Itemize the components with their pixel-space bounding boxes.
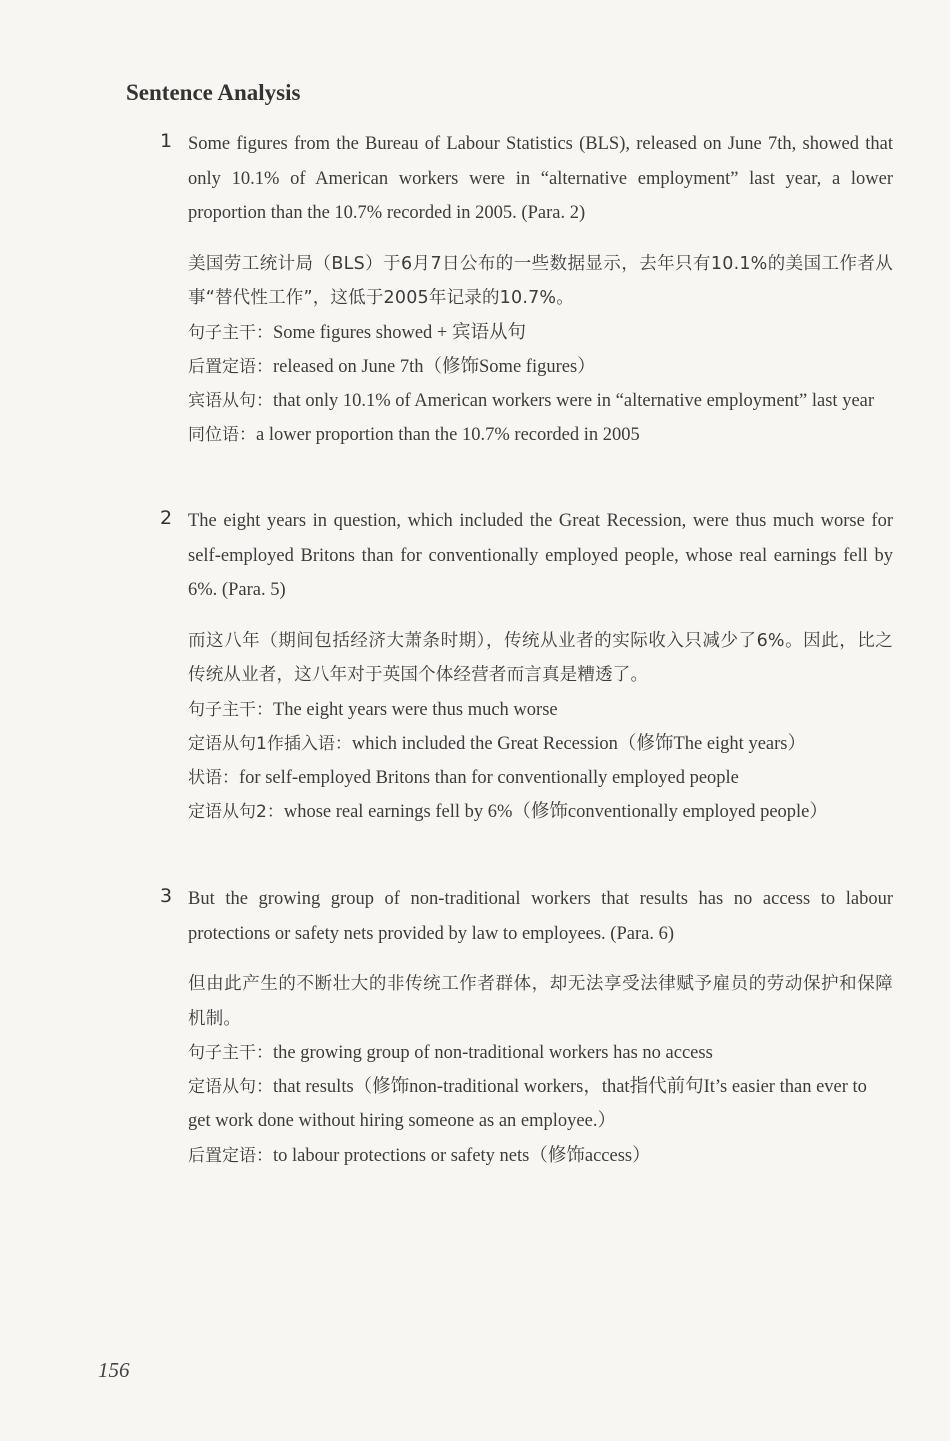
analysis-block [188, 624, 893, 830]
section-heading: Sentence Analysis [126, 80, 301, 105]
note-text: for self-employed Britons than for conventionally employed people [239, 767, 739, 788]
note-text: that only 10.1% of American workers were in “alternative employment” last year [273, 390, 875, 411]
note-label: 定语从句2： [188, 802, 284, 823]
analysis-note [188, 418, 893, 452]
note-label: 后置定语： [188, 1145, 273, 1166]
note-text: released on June 7th（修饰Some figures） [273, 356, 596, 377]
chinese-translation: 美国劳工统计局（BLS）于6月7日公布的一些数据显示，去年只有10.1%的美国工作者从事“替代性工作”，这低于2005年记录的10.7%。 [188, 253, 893, 308]
chinese-translation: 而这八年（期间包括经济大萧条时期），传统从业者的实际收入只减少了6%。因此，比之传统从业者，这八年对于英国个体经营者而言真是糟透了。 [188, 630, 893, 685]
analysis-note [188, 761, 893, 795]
note-label: 同位语： [188, 425, 256, 446]
analysis-note [188, 350, 893, 384]
english-sentence: Some figures from the Bureau of Labour Statistics (BLS), released on June 7th, showed that only 10.1% of American workers were in “alternative employment” last year, a lower proportion than the 10.7% recorded in 2005. (Para. 2) [188, 134, 893, 223]
item-number: 3 [160, 885, 173, 907]
note-text: to labour protections or safety nets（修饰access） [273, 1145, 651, 1166]
analysis-note [188, 727, 893, 761]
note-label: 定语从句： [188, 1077, 273, 1098]
analysis-note [188, 1139, 893, 1173]
note-label: 宾语从句： [188, 390, 273, 411]
analysis-item-3 [160, 882, 900, 1173]
note-text: a lower proportion than the 10.7% recorded in 2005 [256, 425, 640, 446]
note-label: 后置定语： [188, 356, 273, 377]
note-text: the growing group of non-traditional workers has no access [273, 1043, 713, 1063]
note-label: 句子主干： [188, 322, 273, 343]
analysis-note [188, 384, 893, 418]
note-text: The eight years were thus much worse [273, 699, 558, 720]
note-text: which included the Great Recession（修饰The eight years） [351, 733, 806, 754]
note-text: Some figures showed + 宾语从句 [273, 322, 526, 343]
note-text: whose real earnings fell by 6%（修饰conventionally employed people） [283, 802, 828, 823]
english-sentence: But the growing group of non-traditional workers that results has no access to labour protections or safety nets provided by law to employees. (Para. 6) [188, 889, 893, 944]
analysis-note [188, 693, 893, 727]
analysis-note [188, 1070, 893, 1138]
page-number: 156 [98, 1358, 130, 1382]
analysis-block [188, 247, 893, 453]
note-label: 定语从句1作插入语： [188, 733, 352, 754]
analysis-item-2 [160, 504, 900, 829]
analysis-item-1 [160, 127, 900, 452]
chinese-translation: 但由此产生的不断壮大的非传统工作者群体，却无法享受法律赋予雇员的劳动保护和保障机制。 [188, 974, 893, 1029]
item-number: 1 [160, 130, 173, 152]
note-label: 句子主干： [188, 1043, 273, 1063]
english-sentence: The eight years in question, which included the Great Recession, were thus much worse for self-employed Britons than for conventionally employed people, whose real earnings fell by 6%. (Para. 5) [188, 511, 893, 600]
note-label: 句子主干： [188, 699, 273, 720]
note-label: 状语： [188, 767, 239, 788]
analysis-note [188, 1036, 893, 1070]
analysis-note [188, 316, 893, 350]
analysis-block [188, 967, 893, 1173]
item-number: 2 [160, 507, 173, 529]
analysis-note [188, 795, 893, 829]
note-text: that results（修饰non-traditional workers，that指代前句It’s easier than ever to get work done without hiring someone as an employee.） [188, 1077, 867, 1132]
